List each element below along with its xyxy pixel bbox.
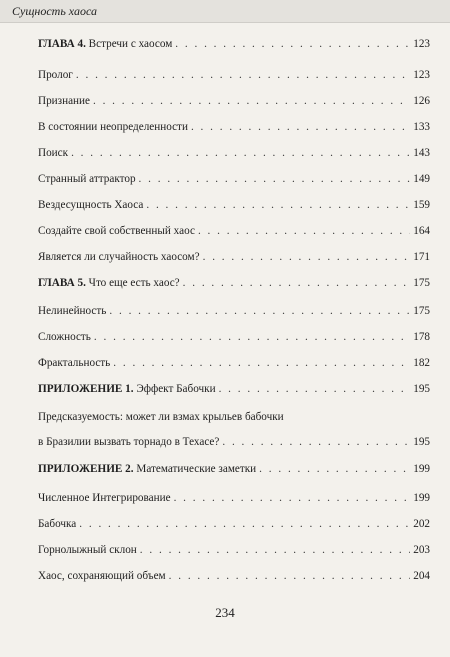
toc-entry-title: Создайте свой собственный хаос [38, 225, 195, 237]
toc-entry-page: 178 [413, 331, 430, 343]
toc-entry-prefix: ПРИЛОЖЕНИЕ 1. [38, 383, 134, 395]
toc-entry[interactable] [38, 492, 430, 505]
toc-entry-page: 182 [413, 357, 430, 369]
leader-dots [93, 95, 410, 108]
toc-entry-page: 195 [413, 383, 430, 395]
leader-dots [183, 277, 411, 290]
toc-entry[interactable] [38, 331, 430, 344]
toc-entry-page: 175 [413, 305, 430, 317]
toc-entry[interactable] [38, 544, 430, 557]
toc-entry-page: 199 [413, 492, 430, 504]
leader-dots [94, 331, 410, 344]
leader-dots [140, 544, 410, 557]
leader-dots [191, 121, 410, 134]
toc-entry[interactable] [38, 251, 430, 264]
leader-dots [169, 570, 411, 583]
leader-dots [109, 305, 410, 318]
toc-entry-title: Численное Интегрирование [38, 492, 171, 504]
leader-dots [79, 518, 410, 531]
toc-entry-page: 123 [413, 38, 430, 50]
toc-entry-title: в Бразилии вызвать торнадо в Техасе? [38, 436, 220, 448]
running-header [0, 0, 450, 23]
toc-entry-title: Горнолыжный склон [38, 544, 137, 556]
toc-entry-title: Предсказуемость: может ли взмах крыльев бабочки [38, 411, 284, 423]
toc-entry[interactable] [38, 436, 430, 449]
leader-dots [139, 173, 411, 186]
toc-entry[interactable] [38, 277, 430, 290]
toc-entry-page: 195 [413, 436, 430, 448]
toc-entry[interactable] [38, 411, 430, 424]
toc-entry-page: 149 [413, 173, 430, 185]
toc-entry-title: Нелинейность [38, 305, 107, 317]
leader-dots [146, 199, 410, 212]
toc-entry[interactable] [38, 463, 430, 476]
toc-entry[interactable] [38, 518, 430, 531]
toc-entry-title: Эффект Бабочки [133, 383, 216, 395]
toc-entry-title: Хаос, сохраняющий объем [38, 570, 166, 582]
toc-entry[interactable] [38, 570, 430, 583]
leader-dots [76, 69, 410, 82]
toc-entry[interactable] [38, 69, 430, 82]
leader-dots [222, 436, 410, 449]
toc-entry-page: 203 [413, 544, 430, 556]
toc-entry-page: 204 [413, 570, 430, 582]
toc-entry[interactable] [38, 305, 430, 318]
leader-dots [203, 251, 411, 264]
leader-dots [174, 492, 411, 505]
toc-entry[interactable] [38, 383, 430, 396]
toc-entry-page: 202 [413, 518, 430, 530]
toc-entry[interactable] [38, 147, 430, 160]
toc-entry-title: Сложность [38, 331, 91, 343]
toc-entry[interactable] [38, 199, 430, 212]
toc-entry-title: Признание [38, 95, 90, 107]
toc-entry-page: 143 [413, 147, 430, 159]
toc-entry-title: Фрактальность [38, 357, 111, 369]
toc-entry-page: 126 [413, 95, 430, 107]
toc-entry-page: 164 [413, 225, 430, 237]
toc-entry-prefix: ПРИЛОЖЕНИЕ 2. [38, 463, 134, 475]
toc-entry[interactable] [38, 95, 430, 108]
toc-entry-title: Поиск [38, 147, 69, 159]
toc-entry-title: Встречи с хаосом [85, 38, 173, 50]
toc-entry-page: 159 [413, 199, 430, 211]
leader-dots [71, 147, 410, 160]
page-number: 234 [215, 605, 235, 620]
running-header-title: Сущность хаоса [12, 4, 97, 18]
toc-entry-title: Бабочка [38, 518, 77, 530]
leader-dots [198, 225, 410, 238]
toc-entry-title: Математические заметки [133, 463, 257, 475]
toc-entry-title: Пролог [38, 69, 73, 81]
toc-entry[interactable] [38, 357, 430, 370]
toc-entry-title: Что еще есть хаос? [85, 277, 180, 289]
toc-entry-prefix: ГЛАВА 4. [38, 38, 86, 50]
leader-dots [259, 463, 410, 476]
leader-dots [219, 383, 411, 396]
toc-entry-page: 199 [413, 463, 430, 475]
toc-entry-page: 175 [413, 277, 430, 289]
toc-entry[interactable] [38, 121, 430, 134]
toc-entry[interactable] [38, 225, 430, 238]
toc-entry-title: В состоянии неопределенности [38, 121, 188, 133]
toc-entry-page: 133 [413, 121, 430, 133]
toc-entry[interactable] [38, 173, 430, 186]
toc-entry-page: 123 [413, 69, 430, 81]
leader-dots [113, 357, 410, 370]
leader-dots [175, 38, 410, 51]
toc-entry-title: Является ли случайность хаосом? [38, 251, 200, 263]
toc-entry-prefix: ГЛАВА 5. [38, 277, 86, 289]
toc-entry-title: Вездесущность Хаоса [38, 199, 144, 211]
toc-entry[interactable] [38, 38, 430, 51]
toc-entry-title: Странный аттрактор [38, 173, 136, 185]
toc-entry-page: 171 [413, 251, 430, 263]
